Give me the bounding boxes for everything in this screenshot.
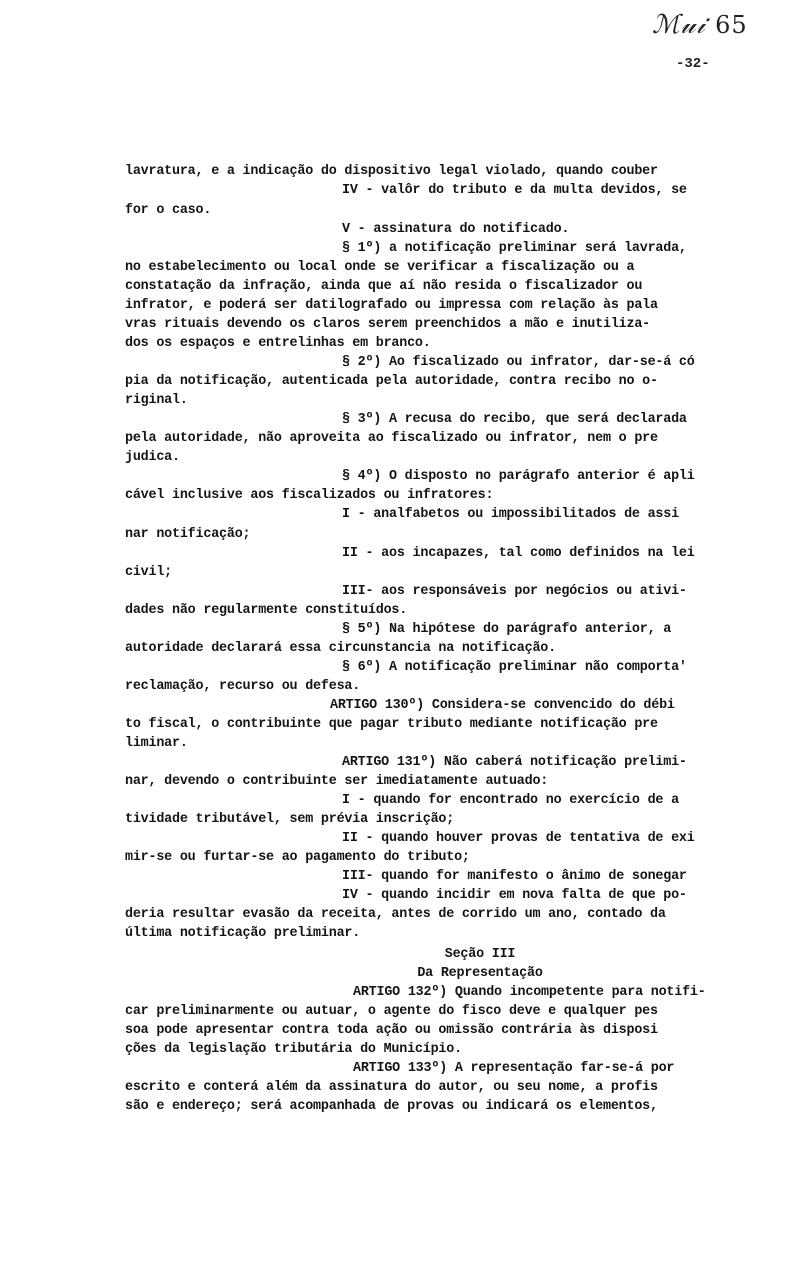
- text-line: soa pode apresentar contra toda ação ou omissão contrária às disposi: [125, 1023, 658, 1038]
- text-line: cável inclusive aos fiscalizados ou infratores:: [125, 488, 494, 503]
- text-line: § 4º) O disposto no parágrafo anterior é apli: [342, 469, 695, 484]
- text-line: II - quando houver provas de tentativa de exi: [342, 831, 695, 846]
- text-line: lavratura, e a indicação do dispositivo legal violado, quando couber: [125, 164, 658, 179]
- text-line: tividade tributável, sem prévia inscrição;: [125, 812, 455, 827]
- text-line: escrito e conterá além da assinatura do autor, ou seu nome, a profis: [125, 1080, 658, 1095]
- text-line: última notificação preliminar.: [125, 926, 361, 941]
- text-line: III- aos responsáveis por negócios ou ativi-: [342, 584, 687, 599]
- handwritten-mark: ℳ𝓊𝒾: [652, 10, 706, 40]
- text-line: dos os espaços e entrelinhas em branco.: [125, 336, 431, 351]
- text-line: § 3º) A recusa do recibo, que será declarada: [342, 412, 687, 427]
- text-line: I - analfabetos ou impossibilitados de assi: [342, 507, 679, 522]
- text-line: § 6º) A notificação preliminar não comporta': [342, 660, 687, 675]
- text-line: são e endereço; será acompanhada de provas ou indicará os elementos,: [125, 1099, 658, 1114]
- text-line: to fiscal, o contribuinte que pagar tributo mediante notificação pre: [125, 717, 658, 732]
- text-line: pela autoridade, não aproveita ao fiscalizado ou infrator, nem o pre: [125, 431, 658, 446]
- text-line: pia da notificação, autenticada pela autoridade, contra recibo no o-: [125, 374, 658, 389]
- text-line: ções da legislação tributária do Município.: [125, 1042, 462, 1057]
- text-line: § 5º) Na hipótese do parágrafo anterior, a: [342, 622, 672, 637]
- text-line: riginal.: [125, 393, 188, 408]
- text-line: civil;: [125, 565, 173, 580]
- text-line: nar notificação;: [125, 527, 251, 542]
- text-line: ARTIGO 133º) A representação far-se-á por: [353, 1061, 675, 1076]
- text-line: constatação da infração, ainda que aí não resida o fiscalizador ou: [125, 279, 643, 294]
- text-line: I - quando for encontrado no exercício de a: [342, 793, 679, 808]
- text-line: § 2º) Ao fiscalizado ou infrator, dar-se-á có: [342, 355, 695, 370]
- page-number: -32-: [676, 56, 710, 72]
- text-line: vras rituais devendo os claros serem preenchidos a mão e inutiliza-: [125, 317, 650, 332]
- text-line: dades não regularmente constituídos.: [125, 603, 408, 618]
- text-line: car preliminarmente ou autuar, o agente do fisco deve e qualquer pes: [125, 1004, 658, 1019]
- text-line: mir-se ou furtar-se ao pagamento do tributo;: [125, 850, 470, 865]
- section-title: Seção III: [444, 947, 516, 962]
- folio-number: 65: [715, 11, 748, 39]
- text-line: V - assinatura do notificado.: [342, 222, 570, 237]
- text-line: II - aos incapazes, tal como definidos na lei: [342, 546, 695, 561]
- text-line: judica.: [125, 450, 180, 465]
- text-line: infrator, e poderá ser datilografado ou impressa com relação às pala: [125, 298, 658, 313]
- text-line: IV - valôr do tributo e da multa devidos, se: [342, 183, 687, 198]
- text-line: § 1º) a notificação preliminar será lavrada,: [342, 241, 687, 256]
- text-line: ARTIGO 130º) Considera-se convencido do débi: [330, 698, 675, 713]
- text-line: reclamação, recurso ou defesa.: [125, 679, 361, 694]
- text-line: liminar.: [125, 736, 188, 751]
- text-line: deria resultar evasão da receita, antes de corrido um ano, contado da: [125, 907, 666, 922]
- folio-stamp: [652, 10, 748, 41]
- text-line: for o caso.: [125, 203, 212, 218]
- text-line: ARTIGO 131º) Não caberá notificação prelimi-: [342, 755, 687, 770]
- section-subtitle: Da Representação: [417, 966, 543, 981]
- text-line: autoridade declarará essa circunstancia na notificação.: [125, 641, 556, 656]
- text-line: IV - quando incidir em nova falta de que po-: [342, 888, 687, 903]
- text-line: ARTIGO 132º) Quando incompetente para notifi-: [353, 985, 706, 1000]
- text-line: III- quando for manifesto o ânimo de sonegar: [342, 869, 687, 884]
- text-line: nar, devendo o contribuinte ser imediatamente autuado:: [125, 774, 549, 789]
- text-line: no estabelecimento ou local onde se verificar a fiscalização ou a: [125, 260, 635, 275]
